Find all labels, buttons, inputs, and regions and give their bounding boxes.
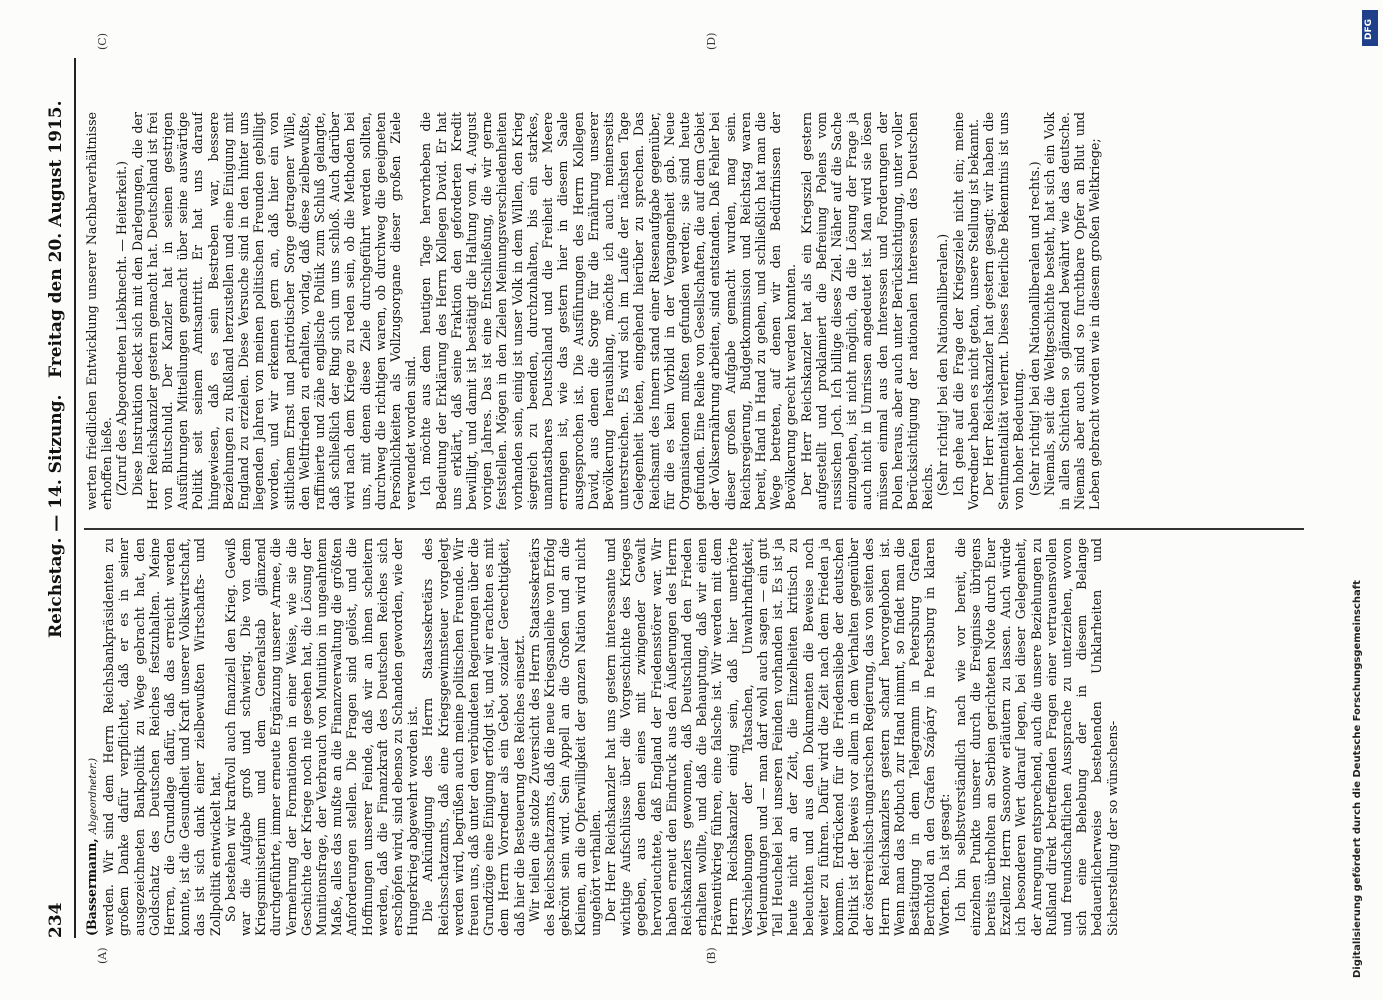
paragraph: Ich gehe auf die Frage der Kriegsziele nicht ein; meine Vorredner haben es nicht getan, unsere Stellung ist bekannt.: [950, 112, 981, 510]
dfg-logo: [1362, 10, 1378, 46]
paragraph: Der Herr Reichskanzler hat uns gestern interessante und wichtige Aufschlüsse über die Vorgeschichte des Krieges gegeben, aus denen eines mit zwingender Gewalt hervorleuchtete, daß England der Friedensstörer war. Wir haben erneut den Eindruck aus den Äußerungen des Herrn Reichskanzlers gewonnen, daß Deutschland den Frieden erhalten wollte, und daß die Behauptung, daß wir einen Präventivkrieg führen, eine falsche ist. Wir werden mit dem Herrn Reichskanzler einig sein, daß hier unerhörte Verschiebungen der Tatsachen, Unwahrhaftigkeit, Verleumdungen und — man darf wohl auch sagen — ein gut Teil Heuchelei bei unseren Feinden vorhanden ist. Es ist ja heute nicht an der Zeit, die Einzelheiten kritisch zu beleuchten und aus den Dokumenten die Beweise noch weiter zu führen. Dafür wird die Zeit nach dem Frieden ja kommen. Erdrückend für die Friedensliebe der deutschen Politik ist der Beweis vor allem in dem Verhalten gegenüber der österreichisch-ungarischen Regierung, das von seiten des Herrn Reichskanzlers gestern scharf hervorgehoben ist. Wenn man das Rotbuch zur Hand nimmt, so findet man die Bestätigung in dem Telegramm in Petersburg Grafen Berchtold an den Grafen Szápáry in Petersburg in klaren Worten. Da ist gesagt:: [602, 538, 953, 936]
margin-mark-a: (A): [96, 947, 109, 964]
paragraph: Die Ankündigung des Herrn Staatssekretärs des Reichsschatzamts, daß eine Kriegsgewinnsteuer vorgelegt werden wird, begrüßen auch meine politischen Freunde. Wir freuen uns, daß unter den verbündeten Regierungen über die Grundzüge eine Einigung erfolgt ist, und wir erachten es mit dem Herrn Vorredner als ein Gebot sozialer Gerechtigkeit, daß hier die Besteuerung des Reiches einsetzt.: [420, 538, 527, 936]
paragraph: Der Herr Reichskanzler hat als ein Kriegsziel gestern aufgestellt und proklamiert die Befreiung Polens vom russischen Joch. Ich billige dieses Ziel. Näher auf die Sache einzugehen, ist nicht möglich, da die Lösung der Frage ja auch nicht in Umrissen angedeutet ist. Man wird sie lösen müssen einmal aus den Interessen und Forderungen der Polen heraus, aber auch unter Berücksichtigung, unter voller Berücksichtigung der nationalen Interessen des Deutschen Reichs.: [798, 112, 936, 510]
paragraph: Diese Instruktion deckt sich mit den Darlegungen, die der Herr Reichskanzler gestern gemacht hat. Deutschland ist frei von Blutschuld. Der Kanzler hat in seinen gestrigen Ausführungen Mitteilungen gemacht über seine auswärtige Politik seit seinem Amtsantritt. Er hat uns darauf hingewiesen, daß es sein Bestreben war, bessere Beziehungen zu Rußland herzustellen und eine Einigung mit England zu erzielen. Diese Versuche sind in den hinter uns liegenden Jahren von meinen politischen Freunden gebilligt worden, und wir erkennen gern an, daß hier ein von sittlichem Ernst und patriotischer Sorge getragener Wille, den Weltfrieden zu erhalten, vorlag, daß diese zielbewußte, raffinierte und zähe englische Politik zum Schluß gelangte, daß schließlich der Ring sich um uns schloß. Auch darüber wird nach dem Kriege zu reden sein, ob die Methoden bei uns, mit denen diese Ziele durchgeführt werden sollten, durchweg die richtigen waren, ob durchweg die geeigneten Persönlichkeiten als Vollzugsorgane dieser großen Ziele verwendet worden sind.: [129, 112, 419, 510]
paragraph: So bestehen wir kraftvoll auch finanziell den Krieg. Gewiß war die Aufgabe groß und schwierig. Die von dem Kriegsministerium und dem Generalstab glänzend durchgeführte, immer erneute Ergänzung unserer Armee, die Vermehrung der Formationen in einer Weise, wie sie die Geschichte der Kriege noch nie gesehen hat, die Lösung der Munitionsfrage, der Verbrauch von Munition in ungeahntem Maße, alles das mußte an die Finanzverwaltung die größten Anforderungen stellen. Die Fragen sind gelöst, und die Hoffnungen unserer Feinde, daß wir an ihnen scheitern werden, daß die Finanzkraft des Deutschen Reiches sich erschöpfen wird, sind ebenso zu Schanden geworden, wie der Hungerkrieg abgewehrt worden ist.: [222, 538, 421, 936]
page-number: 234: [46, 902, 66, 938]
interjection: (Sehr richtig! bei den Nationalliberalen.): [935, 233, 951, 496]
interjection: (Sehr richtig! bei den Nationalliberalen und rechts.): [1026, 161, 1042, 496]
header-rule: [74, 58, 76, 938]
speaker-name: (Bassermann,: [84, 838, 99, 936]
digitization-text: Digitalisierung gefördert durch die Deutsche Forschungsgemeinschaft: [1352, 580, 1363, 978]
paragraph: Der Herr Reichskanzler hat gestern gesagt: wir haben die Sentimentalität verlernt. Dieses feierliche Bekenntnis ist uns von hoher Bedeutung.: [980, 112, 1027, 510]
margin-mark-d: (D): [705, 32, 718, 50]
quoted-paragraph: Ich bin selbstverständlich nach wie vor bereit, die einzelnen Punkte unserer durch die Ereignisse übrigens bereits überholten an Serbien gerichteten Note durch Euer Exzellenz Herrn Sasonow erläutern zu lassen. Auch würde ich besonderen Wert darauf legen, bei dieser Gelegenheit, der Anregung entsprechend, auch die unsere Beziehungen zu Rußland direkt betreffenden Fragen einer vertrauensvollen und freundschaftlichen Aussprache zu unterziehen, wovon sich eine Behebung der in diesem Belange bedauerlicherweise bestehenden Unklarheiten und Sicherstellung der so wünschens-: [952, 538, 1120, 936]
paragraph: werten friedlichen Entwicklung unserer Nachbarverhältnisse erhoffen ließe.: [84, 112, 115, 510]
speaker-role: Abgeordneter.): [88, 758, 99, 835]
paragraph: Wir teilen die stolze Zuversicht des Herrn Staatssekretärs des Reichsschatzamts, daß die neue Kriegsanleihe von Erfolg gekrönt sein wird. Sein Appell an die Großen und an die Kleinen, an die Opferwilligkeit der ganzen Nation wird nicht ungehört verhallen.: [526, 538, 603, 936]
margin-mark-b: (B): [705, 947, 718, 964]
paragraph: Ich möchte aus dem heutigen Tage hervorheben die Bedeutung der Erklärung des Herrn Kollegen David. Er hat uns erklärt, daß seine Fraktion den geforderten Kredit bewilligt, und damit ist bestätigt die Haltung vom 4. August vorigen Jahres. Das ist eine Entschließung, die wir gerne feststellen. Mögen in den Zielen Meinungsverschiedenheiten vorhanden sein, einig ist unser Volk in dem Willen, den Krieg siegreich zu beenden, durchzuhalten, bis ein starkes, unantastbares Deutschland und die Freiheit der Meere errungen ist, wie das gestern hier in diesem Saale ausgesprochen ist. Die Ausführungen des Herrn Kollegen David, aus denen die Sorge für die Ernährung unserer Bevölkerung heraushlang, möchte ich auch meinerseits unterstreichen. Es wird sich im Laufe der nächsten Tage Gelegenheit bieten, eingehend hierüber zu sprechen. Das Reichsamt des Innern stand einer Riesenaufgabe gegenüber, für die es kein Vorbild in der Vergangenheit gab. Neue Organisationen mußten gefunden werden; sie sind heute gefunden. Eine Reihe von Gesellschaften, die auf dem Gebiet der Volksernährung arbeiten, sind entstanden. Daß Fehler bei dieser großen Aufgabe gemacht wurden, mag sein. Reichsregierung, Budgetkommission und Reichstag waren bereit, Hand in Hand zu gehen, und schließlich hat man die Wege betreten, auf denen wir den Bedürfnissen der Bevölkerung gerecht werden konnten.: [418, 112, 799, 510]
dfg-logo-text: DFG: [1364, 18, 1374, 40]
speaker-line: [84, 538, 101, 936]
session-date: Freitag den 20. August 1915.: [46, 100, 66, 378]
digitization-note: [1350, 38, 1383, 978]
interjection: (Zuruf des Abgeordneten Liebknecht. — Heiterkeit.): [114, 160, 130, 496]
left-column: [84, 538, 1300, 936]
page-header: [40, 38, 76, 938]
margin-mark-c: (C): [96, 33, 109, 50]
right-column: [84, 112, 1300, 510]
session-title: Reichstag. — 14. Sitzung.: [46, 394, 66, 638]
paragraph: werden. Wir sind dem Herrn Reichsbankpräsidenten zu großem Danke dafür verpflichtet, daß er es in seiner ausgezeichneten Bankpolitik zu Wege gebracht hat, den Goldschatz des Deutschen Reiches festzuhalten. Meine Herren, die Grundlage dafür, daß das erreicht werden konnte, ist die Gesundheit und Kraft unserer Volkswirtschaft, das ist sich dank einer zielbewußten Wirtschafts- und Zollpolitik entwickelt hat.: [101, 538, 223, 936]
paragraph: Niemals, seit die Weltgeschichte besteht, hat sich ein Volk in allen Schichten so glänzend bewährt wie das deutsche. Niemals aber auch sind so furchtbare Opfer an Blut und Leben gebracht worden wie in diesem großen Weltkriege;: [1041, 112, 1103, 510]
column-divider: [84, 529, 1304, 531]
